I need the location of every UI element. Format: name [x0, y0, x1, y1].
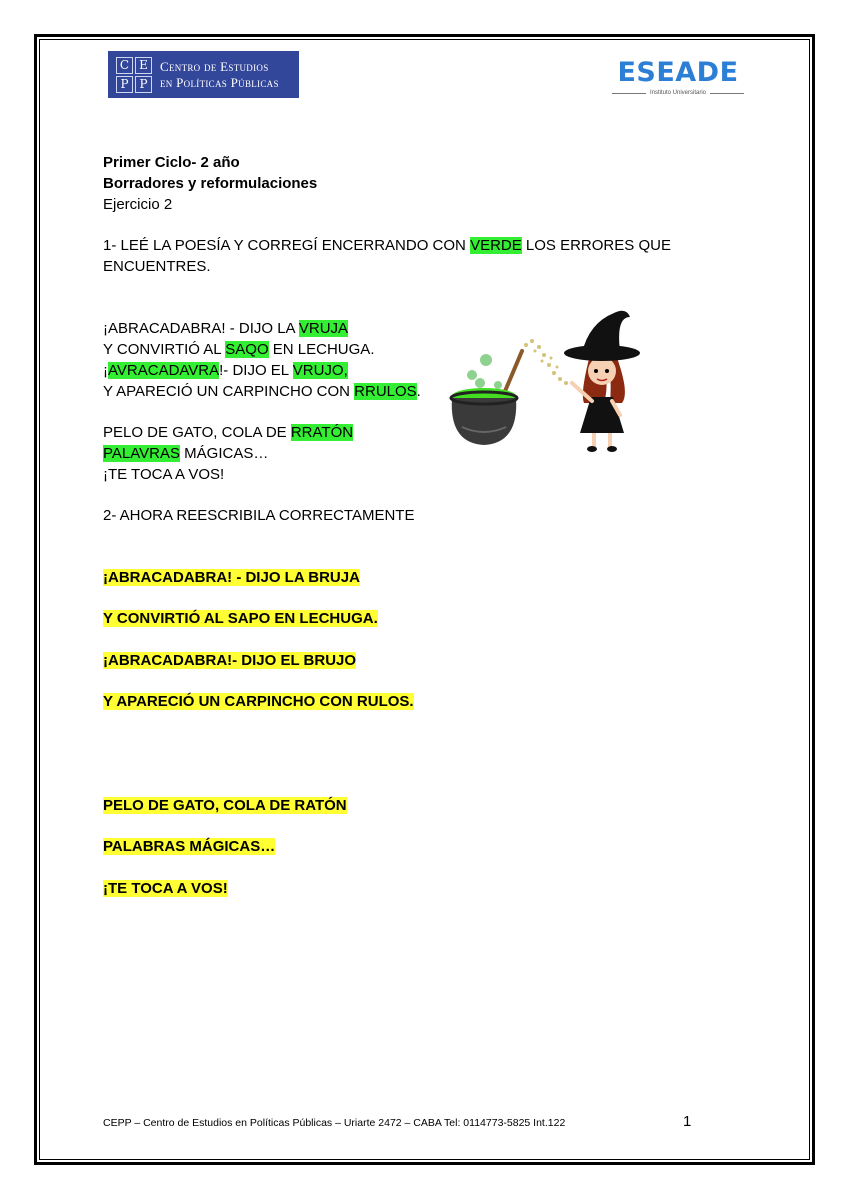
bubble-icon [475, 378, 485, 388]
poem-error: PALAVRAS [103, 445, 180, 462]
page-footer: CEPP – Centro de Estudios en Políticas Públicas – Uriarte 2472 – CABA Tel: 0114773-5825 Int.122 [103, 1117, 566, 1129]
poem-text: EN LECHUGA. [268, 341, 375, 358]
magic-sparkles-icon [524, 339, 568, 385]
divider [710, 93, 744, 94]
task1-post: LOS ERRORES QUE [521, 237, 671, 254]
poem-line [103, 320, 348, 338]
divider [612, 93, 646, 94]
poem-text: MÁGICAS… [179, 445, 269, 462]
poem-error: VRUJA [298, 320, 349, 337]
poem-error: AVRACADAVRA [108, 362, 220, 379]
eseade-name: ESEADE [617, 57, 739, 88]
cepp-logo-text [160, 59, 279, 91]
corrected-line [103, 652, 356, 670]
corrected-text: Y CONVIRTIÓ AL SAPO EN LECHUGA. [103, 610, 378, 627]
corrected-line [103, 610, 378, 628]
page-number: 1 [683, 1113, 692, 1130]
task1-highlight: VERDE [470, 237, 522, 254]
poem-text: !- DIJO EL [219, 362, 293, 379]
corrected-text: ¡ABRACADABRA! - DIJO LA BRUJA [103, 569, 360, 586]
poem-text: Y APARECIÓ UN CARPINCHO CON [103, 383, 355, 400]
cepp-letter: E [135, 57, 152, 74]
eseade-subtitle-row [612, 90, 744, 96]
cepp-letter: P [116, 76, 133, 93]
corrected-line [103, 569, 360, 587]
witch-cauldron-illustration [444, 303, 654, 453]
poem-error: RRATÓN [290, 424, 354, 441]
intro-topic: Borradores y reformulaciones [103, 175, 318, 192]
poem-line [103, 362, 348, 380]
task1-instruction [103, 237, 671, 255]
poem-line [103, 424, 353, 442]
corrected-text: PALABRAS MÁGICAS… [103, 838, 276, 855]
cepp-monogram [116, 57, 152, 93]
corrected-text: Y APARECIÓ UN CARPINCHO CON RULOS. [103, 693, 414, 710]
task2-instruction: 2- AHORA REESCRIBILA CORRECTAMENTE [103, 507, 415, 524]
eseade-logo [612, 58, 744, 96]
cepp-logo [108, 51, 299, 98]
poem-text: ¡ABRACADABRA! - DIJO LA [103, 320, 299, 337]
poem-text: . [416, 383, 421, 400]
corrected-line [103, 838, 275, 856]
poem-text: ¡ [103, 362, 108, 379]
poem-line [103, 341, 374, 359]
cepp-letter: P [135, 76, 152, 93]
corrected-text: ¡TE TOCA A VOS! [103, 880, 228, 897]
poem-error: VRUJO, [292, 362, 348, 379]
cepp-letter: C [116, 57, 133, 74]
poem-line [103, 445, 268, 463]
poem-line: ¡TE TOCA A VOS! [103, 466, 225, 483]
corrected-text: ¡ABRACADABRA!- DIJO EL BRUJO [103, 652, 357, 669]
cepp-line1: Centro de Estudios [160, 58, 269, 74]
corrected-text: PELO DE GATO, COLA DE RATÓN [103, 797, 347, 814]
corrected-line [103, 693, 414, 711]
poem-text: PELO DE GATO, COLA DE [103, 424, 291, 441]
intro-exercise: Ejercicio 2 [103, 196, 173, 213]
corrected-line [103, 880, 228, 898]
task1-instruction-line2: ENCUENTRES. [103, 258, 211, 275]
bubble-icon [480, 354, 492, 366]
bubble-icon [467, 370, 477, 380]
intro-cycle: Primer Ciclo- 2 año [103, 154, 240, 171]
task1-pre: 1- LEÉ LA POESÍA Y CORREGÍ ENCERRANDO CON [103, 237, 471, 254]
poem-error: SAQO [225, 341, 269, 358]
corrected-line [103, 797, 347, 815]
witch-icon [564, 311, 640, 452]
cepp-line2: en Políticas Públicas [160, 74, 279, 90]
poem-error: RRULOS [354, 383, 417, 400]
eseade-subtitle: Instituto Universitario [649, 90, 707, 96]
poem-text: Y CONVIRTIÓ AL [103, 341, 226, 358]
bubble-icon [494, 381, 502, 389]
poem-line [103, 383, 421, 401]
